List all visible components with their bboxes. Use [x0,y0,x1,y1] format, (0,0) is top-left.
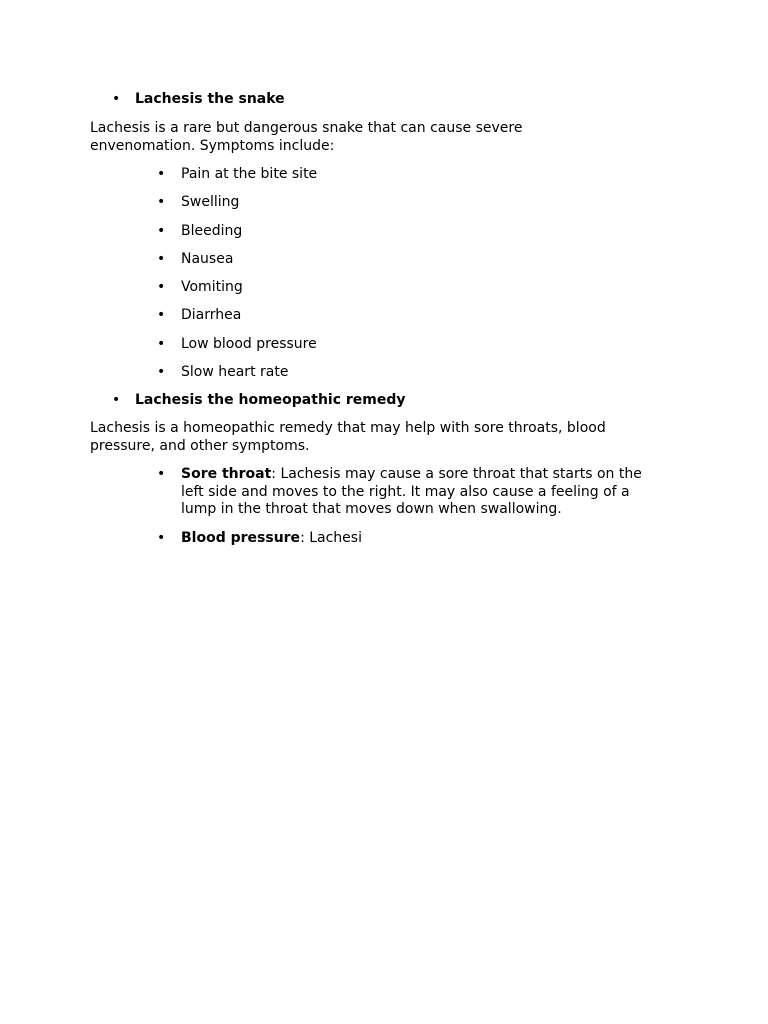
bullet-marker: • [157,336,166,352]
bullet-marker: • [157,166,166,182]
bullet-marker: • [112,91,121,107]
list-item [157,530,667,548]
bullet-marker: • [157,223,166,239]
bullet-marker: • [157,279,166,295]
list-item [157,336,657,354]
list-item [157,251,657,269]
bullet-marker: • [157,251,166,267]
list-item-text: Pain at the bite site [181,166,318,182]
list-item [157,364,657,382]
list-item-text: Slow heart rate [181,364,289,380]
list-item [157,279,657,297]
list-item-text [181,466,667,519]
list-item [157,307,657,325]
heading-text: Lachesis the snake [135,91,285,107]
bullet-marker: • [157,194,166,210]
list-item [157,223,657,241]
bullet-marker: • [157,466,166,482]
section-paragraph: Lachesis is a rare but dangerous snake that can cause severe envenomation. Symptoms include: [90,120,523,154]
list-item-text: Low blood pressure [181,336,317,352]
bullet-marker: • [157,364,166,380]
bullet-marker: • [157,307,166,323]
list-item-text: Nausea [181,251,234,267]
bullet-marker: • [157,530,166,546]
list-item-term: Sore throat [181,466,272,482]
list-item [157,194,657,212]
list-item-term: Blood pressure [181,530,301,546]
list-item-text: Swelling [181,194,240,210]
section-heading [112,392,672,410]
list-item-text: Diarrhea [181,307,242,323]
list-item-text: Vomiting [181,279,243,295]
list-item-description: : Lachesi [300,530,362,546]
list-item [157,166,657,184]
bullet-marker: • [112,392,121,408]
list-item-description: : Lachesis may cause a sore throat that starts on the left side and moves to the right. It may also cause a feeling of a lump in the throat that moves down when swallowing. [181,466,642,517]
list-item [157,466,667,519]
list-item-text [181,530,667,548]
heading-text: Lachesis the homeopathic remedy [135,392,406,408]
section-heading [112,91,672,109]
section-paragraph: Lachesis is a homeopathic remedy that may help with sore throats, blood pressure, and other symptoms. [90,420,606,454]
list-item-text: Bleeding [181,223,243,239]
